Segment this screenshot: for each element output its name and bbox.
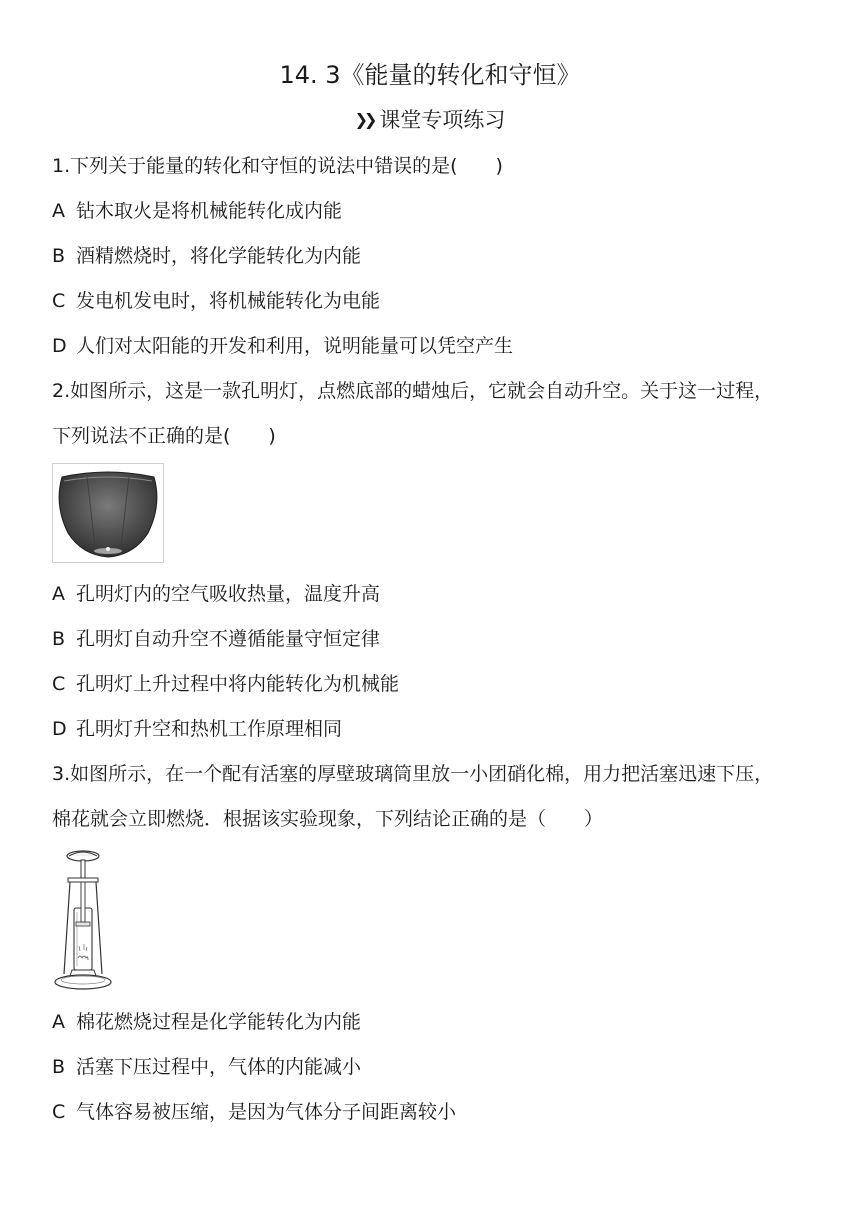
option-text: 发电机发电时，将机械能转化为电能 [76, 290, 381, 312]
question-1-stem: 1.下列关于能量的转化和守恒的说法中错误的是( ) [52, 155, 503, 177]
question-3-option-b [52, 1052, 820, 1082]
option-letter: A [52, 200, 65, 222]
option-text: 酒精燃烧时，将化学能转化为内能 [76, 245, 362, 267]
option-text: 棉花燃烧过程是化学能转化为内能 [76, 1011, 362, 1033]
question-2-option-a [52, 579, 820, 609]
option-letter: A [52, 583, 65, 605]
question-3-stem-line-2: 棉花就会立即燃烧．根据该实验现象，下列结论正确的是（ ） [52, 808, 604, 830]
question-2-option-d [52, 714, 820, 744]
option-text: 活塞下压过程中，气体的内能减小 [76, 1056, 362, 1078]
option-letter: C [52, 290, 66, 312]
option-letter: A [52, 1011, 65, 1033]
option-letter: B [52, 628, 66, 650]
question-3-option-c [52, 1097, 820, 1127]
option-letter: C [52, 1101, 66, 1123]
question-3-stem-line-1: 3.如图所示，在一个配有活塞的厚壁玻璃筒里放一小团硝化棉，用力把活塞迅速下压， [52, 763, 774, 785]
option-text: 钻木取火是将机械能转化成内能 [76, 200, 343, 222]
question-1-option-b [52, 241, 820, 271]
question-1-option-d [52, 331, 820, 361]
subtitle-text: 课堂专项练习 [379, 108, 506, 132]
option-text: 孔明灯自动升空不遵循能量守恒定律 [76, 628, 381, 650]
option-text: 孔明灯上升过程中将内能转化为机械能 [76, 673, 400, 695]
option-text: 孔明灯升空和热机工作原理相同 [76, 718, 343, 740]
sky-lantern-image [52, 463, 164, 563]
option-letter: D [52, 718, 67, 740]
question-2-stem-line-2: 下列说法不正确的是( ) [52, 425, 276, 447]
option-letter: C [52, 673, 66, 695]
option-letter: D [52, 335, 67, 357]
question-2-option-b [52, 624, 820, 654]
question-3-option-a [52, 1007, 820, 1037]
page-title: 14. 3《能量的转化和守恒》 [279, 61, 581, 89]
question-1-option-c [52, 286, 820, 316]
piston-cylinder-apparatus-image [52, 846, 114, 992]
option-letter: B [52, 1056, 66, 1078]
question-2-option-c [52, 669, 820, 699]
option-text: 气体容易被压缩，是因为气体分子间距离较小 [76, 1101, 457, 1123]
option-letter: B [52, 245, 66, 267]
page-subtitle [0, 104, 860, 138]
question-1-option-a [52, 196, 820, 226]
option-text: 孔明灯内的空气吸收热量，温度升高 [76, 583, 381, 605]
double-chevron-icon: ❯❯ [354, 110, 374, 129]
option-text: 人们对太阳能的开发和利用，说明能量可以凭空产生 [76, 335, 514, 357]
question-2-stem-line-1: 2.如图所示，这是一款孔明灯，点燃底部的蜡烛后，它就会自动升空。关于这一过程， [52, 380, 774, 402]
